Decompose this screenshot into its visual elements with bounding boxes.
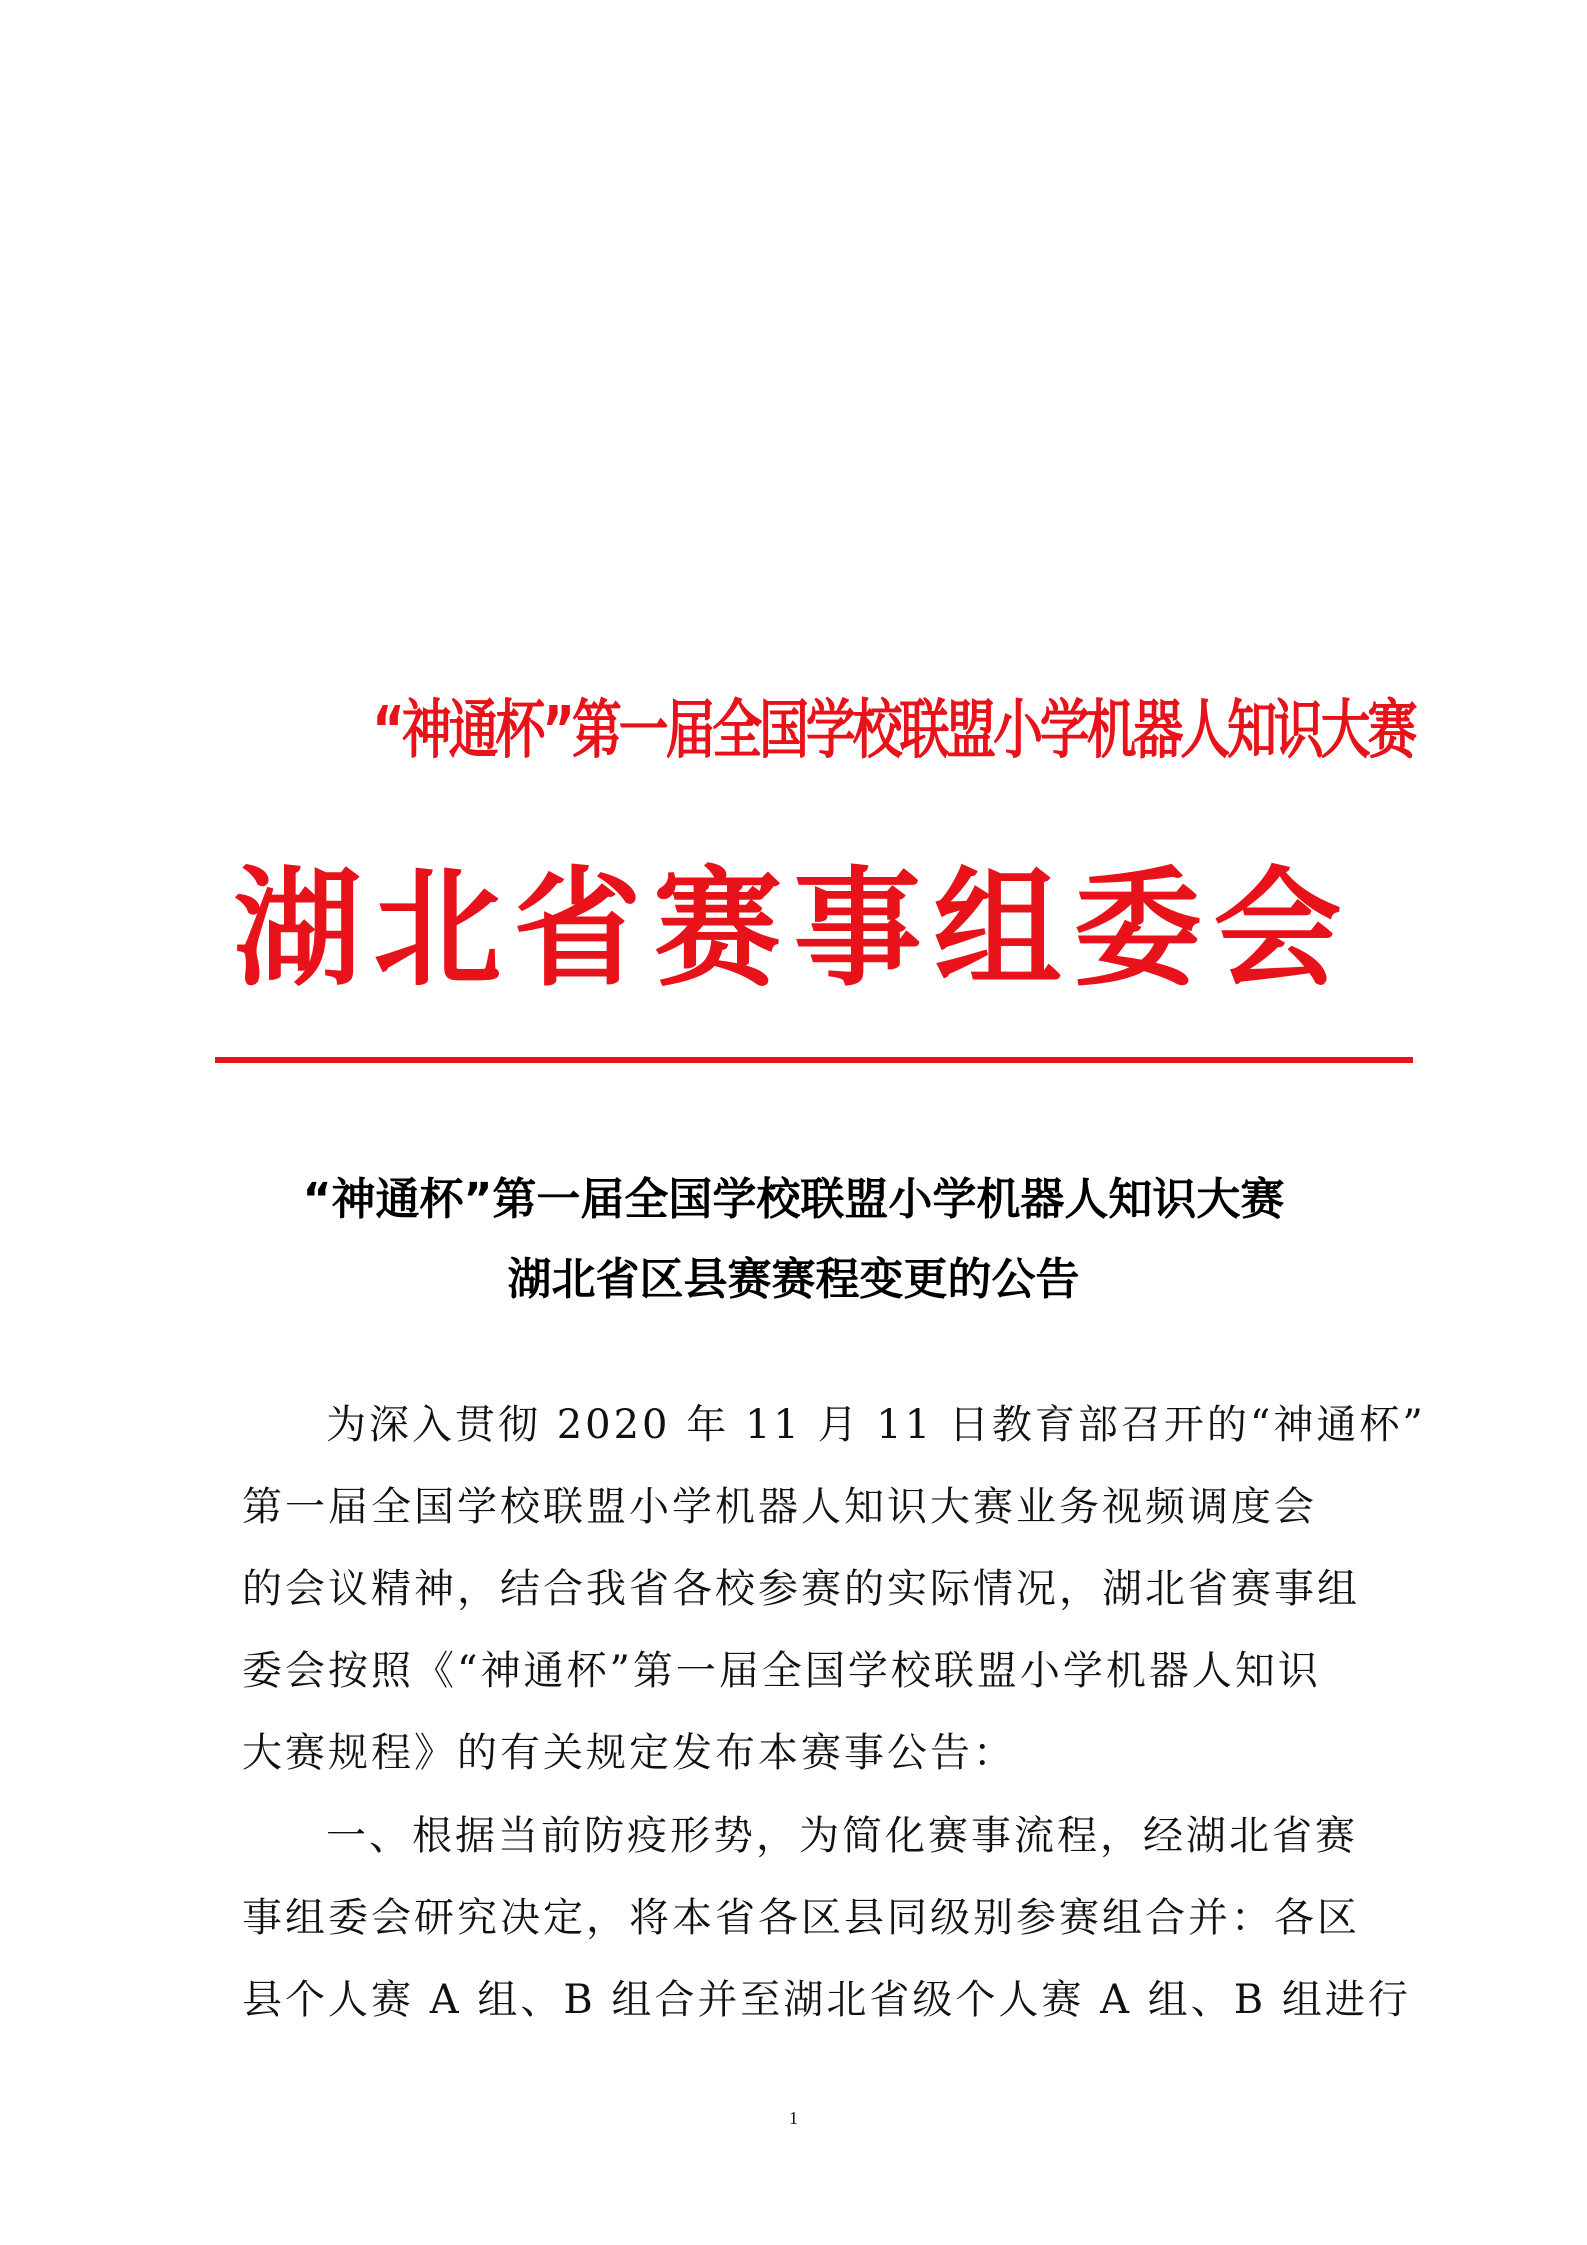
body-line: 的会议精神，结合我省各校参赛的实际情况，湖北省赛事组: [242, 1566, 1360, 1612]
body-line: 大赛规程》的有关规定发布本赛事公告：: [242, 1730, 1016, 1776]
page-number: 1: [789, 2108, 798, 2128]
body-line: 第一届全国学校联盟小学机器人知识大赛业务视频调度会: [242, 1484, 1317, 1530]
letterhead-divider: [215, 1057, 1413, 1063]
body-line: 县个人赛 A 组、B 组合并至湖北省级个人赛 A 组、B 组进行: [242, 1977, 1411, 2023]
body-line: 为深入贯彻 2020 年 11 月 11 日教育部召开的“神通杯”: [326, 1402, 1426, 1448]
letterhead-organizer: 湖北省赛事组委会: [233, 855, 1354, 1004]
document-title-line-1: “神通杯”第一届全国学校联盟小学机器人知识大赛: [302, 1174, 1285, 1225]
letterhead-event-name: “神通杯”第一届全国学校联盟小学机器人知识大赛: [372, 694, 1415, 768]
body-line: 委会按照《“神通杯”第一届全国学校联盟小学机器人知识: [242, 1648, 1321, 1694]
body-line: 事组委会研究决定，将本省各区县同级别参赛组合并：各区: [242, 1895, 1360, 1941]
body-line: 一、根据当前防疫形势，为简化赛事流程，经湖北省赛: [326, 1813, 1358, 1859]
document-title-line-2: 湖北省区县赛赛程变更的公告: [507, 1254, 1080, 1305]
